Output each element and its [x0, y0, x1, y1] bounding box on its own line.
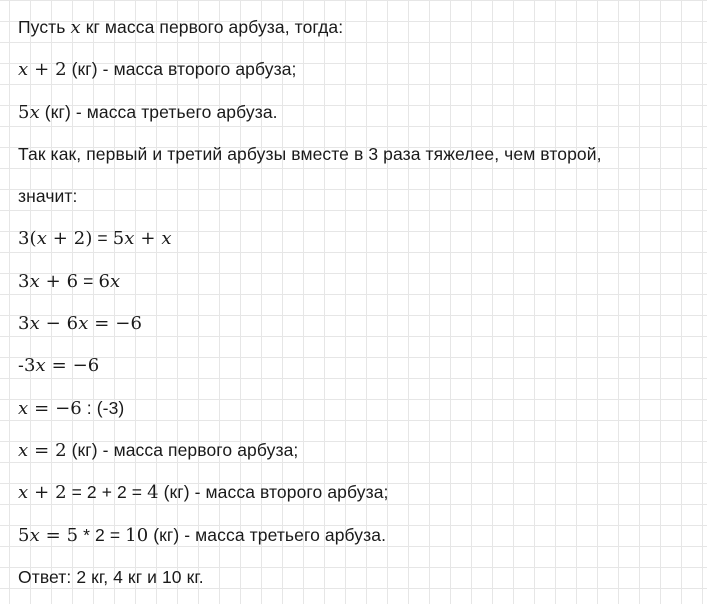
- text-fragment: (кг) - масса первого арбуза;: [66, 439, 299, 460]
- text-line: [18, 139, 698, 181]
- math-expression: 3: [18, 270, 30, 292]
- math-expression: 3: [23, 355, 36, 377]
- math-variable: x: [18, 439, 29, 461]
- text-line: [18, 97, 698, 139]
- text-fragment: кг масса первого арбуза, тогда:: [80, 17, 344, 37]
- math-expression: 4: [147, 482, 159, 504]
- text-fragment: : (-3): [81, 397, 125, 418]
- math-variable: x: [29, 101, 40, 123]
- math-expression: = −6: [88, 313, 143, 335]
- math-variable: x: [36, 228, 47, 250]
- math-expression: 5: [18, 524, 30, 546]
- math-expression: + 2: [28, 482, 67, 504]
- text-fragment: значит:: [18, 186, 78, 207]
- math-variable: x: [18, 482, 29, 504]
- equation-line: [18, 350, 698, 392]
- math-expression: 10: [125, 524, 149, 546]
- text-line: [18, 54, 698, 96]
- math-expression: 6: [98, 270, 111, 292]
- text-line: [18, 435, 698, 477]
- text-fragment: = 2 + 2 =: [66, 482, 148, 503]
- math-variable: x: [124, 228, 135, 250]
- math-variable: x: [70, 17, 81, 38]
- math-variable: x: [18, 59, 29, 81]
- math-expression: 5: [112, 228, 125, 250]
- answer-line: [18, 562, 698, 604]
- text-fragment: -: [18, 355, 24, 376]
- equation-line: [18, 223, 698, 265]
- math-variable: x: [78, 313, 89, 335]
- text-fragment: =: [92, 228, 113, 249]
- math-expression: = −6: [45, 355, 100, 377]
- math-expression: = −6: [28, 397, 82, 419]
- math-variable: x: [29, 270, 40, 292]
- math-expression: + 2: [28, 59, 67, 81]
- math-variable: x: [29, 313, 40, 335]
- text-line: [18, 477, 698, 519]
- math-variable: x: [29, 524, 40, 546]
- math-expression: +: [134, 228, 162, 250]
- text-line: [18, 12, 698, 54]
- equation-line: [18, 308, 698, 350]
- equation-line: [18, 393, 698, 435]
- solution-text: [18, 12, 698, 604]
- math-expression: 3(: [18, 228, 37, 250]
- text-fragment: =: [78, 270, 99, 291]
- text-fragment: Так как, первый и третий арбузы вместе в 3 раза тяжелее, чем второй,: [18, 143, 602, 164]
- text-fragment: Ответ: 2 кг, 4 кг и 10 кг.: [18, 566, 204, 587]
- text-line: [18, 181, 698, 223]
- math-variable: x: [110, 270, 121, 292]
- text-line: [18, 520, 698, 562]
- text-fragment: * 2 =: [78, 524, 126, 545]
- math-expression: + 2): [46, 228, 93, 250]
- math-variable: x: [35, 355, 46, 377]
- math-expression: 3: [18, 313, 30, 335]
- text-fragment: (кг) - масса второго арбуза;: [158, 482, 389, 503]
- text-fragment: (кг) - масса второго арбуза;: [66, 59, 297, 80]
- math-expression: − 6: [39, 313, 79, 335]
- math-expression: + 6: [39, 270, 79, 292]
- text-fragment: (кг) - масса третьего арбуза.: [148, 524, 387, 545]
- equation-line: [18, 266, 698, 308]
- math-expression: = 5: [39, 524, 79, 546]
- text-fragment: (кг) - масса третьего арбуза.: [39, 101, 278, 122]
- math-variable: x: [161, 228, 172, 250]
- text-fragment: Пусть: [18, 17, 71, 37]
- math-expression: = 2: [28, 439, 67, 461]
- math-variable: x: [18, 397, 29, 419]
- math-expression: 5: [18, 101, 30, 123]
